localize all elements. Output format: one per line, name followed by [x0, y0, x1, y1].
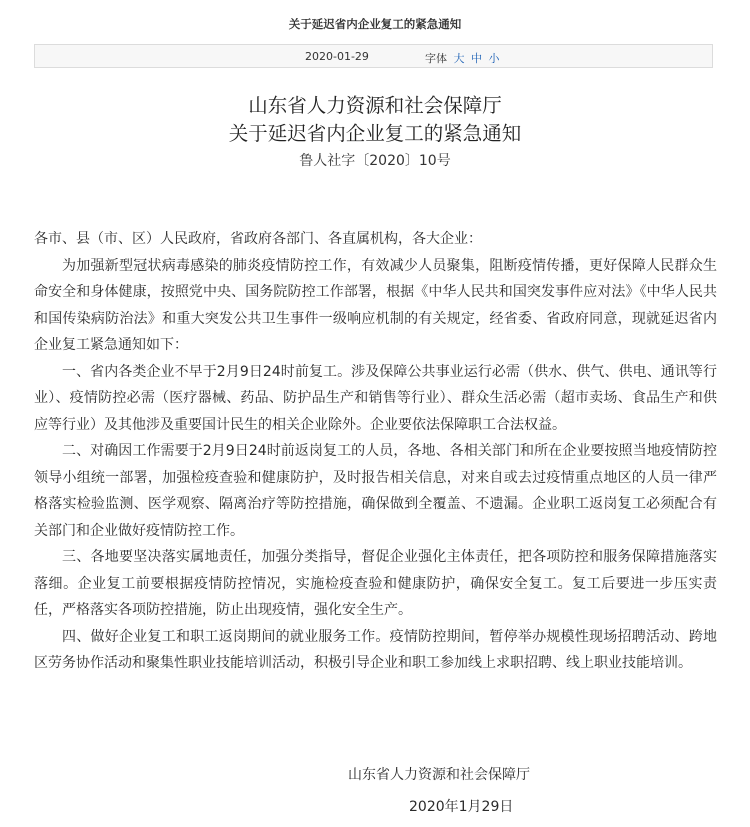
document-issuer: 山东省人力资源和社会保障厅: [248, 94, 502, 117]
font-size-large-link[interactable]: 大: [453, 52, 465, 65]
document-number: 鲁人社字〔2020〕10号: [299, 153, 451, 169]
body-paragraph: 为加强新型冠状病毒感染的肺炎疫情防控工作，有效减少人员聚集，阻断疫情传播，更好保障人民群众生命安全和身体健康，按照党中央、国务院防控工作部署，根据《中华人民共和国突发事件应对法》《中华人民共和国传染病防治法》和重大突发公共卫生事件一级响应机制的有关规定，经省委、省政府同意，现就延迟省内企业复工紧急通知如下：: [34, 257, 717, 353]
body-paragraph: 一、省内各类企业不早于2月9日24时前复工。涉及保障公共事业运行必需（供水、供气、供电、通讯等行业）、疫情防控必需（医疗器械、药品、防护品生产和销售等行业）、群众生活必需（超市卖场、食品生产和供应等行业）及其他涉及重要国计民生的相关企业除外。企业要依法保障职工合法权益。: [34, 363, 717, 433]
page-title: 关于延迟省内企业复工的紧急通知: [288, 17, 462, 31]
signature-date: 2020年1月29日: [409, 799, 514, 815]
body-paragraph: 四、做好企业复工和职工返岗期间的就业服务工作。疫情防控期间，暂停举办规模性现场招聘活动、跨地区劳务协作活动和聚集性职业技能培训活动，积极引导企业和职工参加线上求职招聘、线上职业技能培训。: [34, 628, 717, 671]
document-title: 关于延迟省内企业复工的紧急通知: [228, 122, 522, 145]
body-paragraph: 三、各地要坚决落实属地责任，加强分类指导，督促企业强化主体责任，把各项防控和服务保障措施落实落细。企业复工前要根据疫情防控情况，实施检疫查验和健康防护，确保安全复工。复工后要进一步压实责任，严格落实各项防控措施，防止出现疫情，强化安全生产。: [34, 549, 717, 618]
font-size-label: 字体: [425, 52, 447, 65]
font-size-selector: [425, 50, 500, 66]
salutation: 各市、县（市、区）人民政府，省政府各部门、各直属机构，各大企业：: [34, 231, 482, 247]
font-size-small-link[interactable]: 小: [488, 52, 500, 65]
document-body: [34, 226, 717, 677]
publish-date: 2020-01-29: [305, 50, 369, 63]
article-meta-bar: [34, 44, 713, 68]
signature-organization: 山东省人力资源和社会保障厅: [348, 767, 530, 783]
font-size-medium-link[interactable]: 中: [471, 52, 482, 65]
body-paragraph: 二、对确因工作需要于2月9日24时前返岗复工的人员，各地、各相关部门和所在企业要按照当地疫情防控领导小组统一部署，加强检疫查验和健康防护，及时报告相关信息，对来自或去过疫情重点地区的人员一律严格落实检验监测、医学观察、隔离治疗等防控措施，确保做到全覆盖、不遗漏。企业职工返岗复工必须配合有关部门和企业做好疫情防控工作。: [34, 443, 717, 539]
